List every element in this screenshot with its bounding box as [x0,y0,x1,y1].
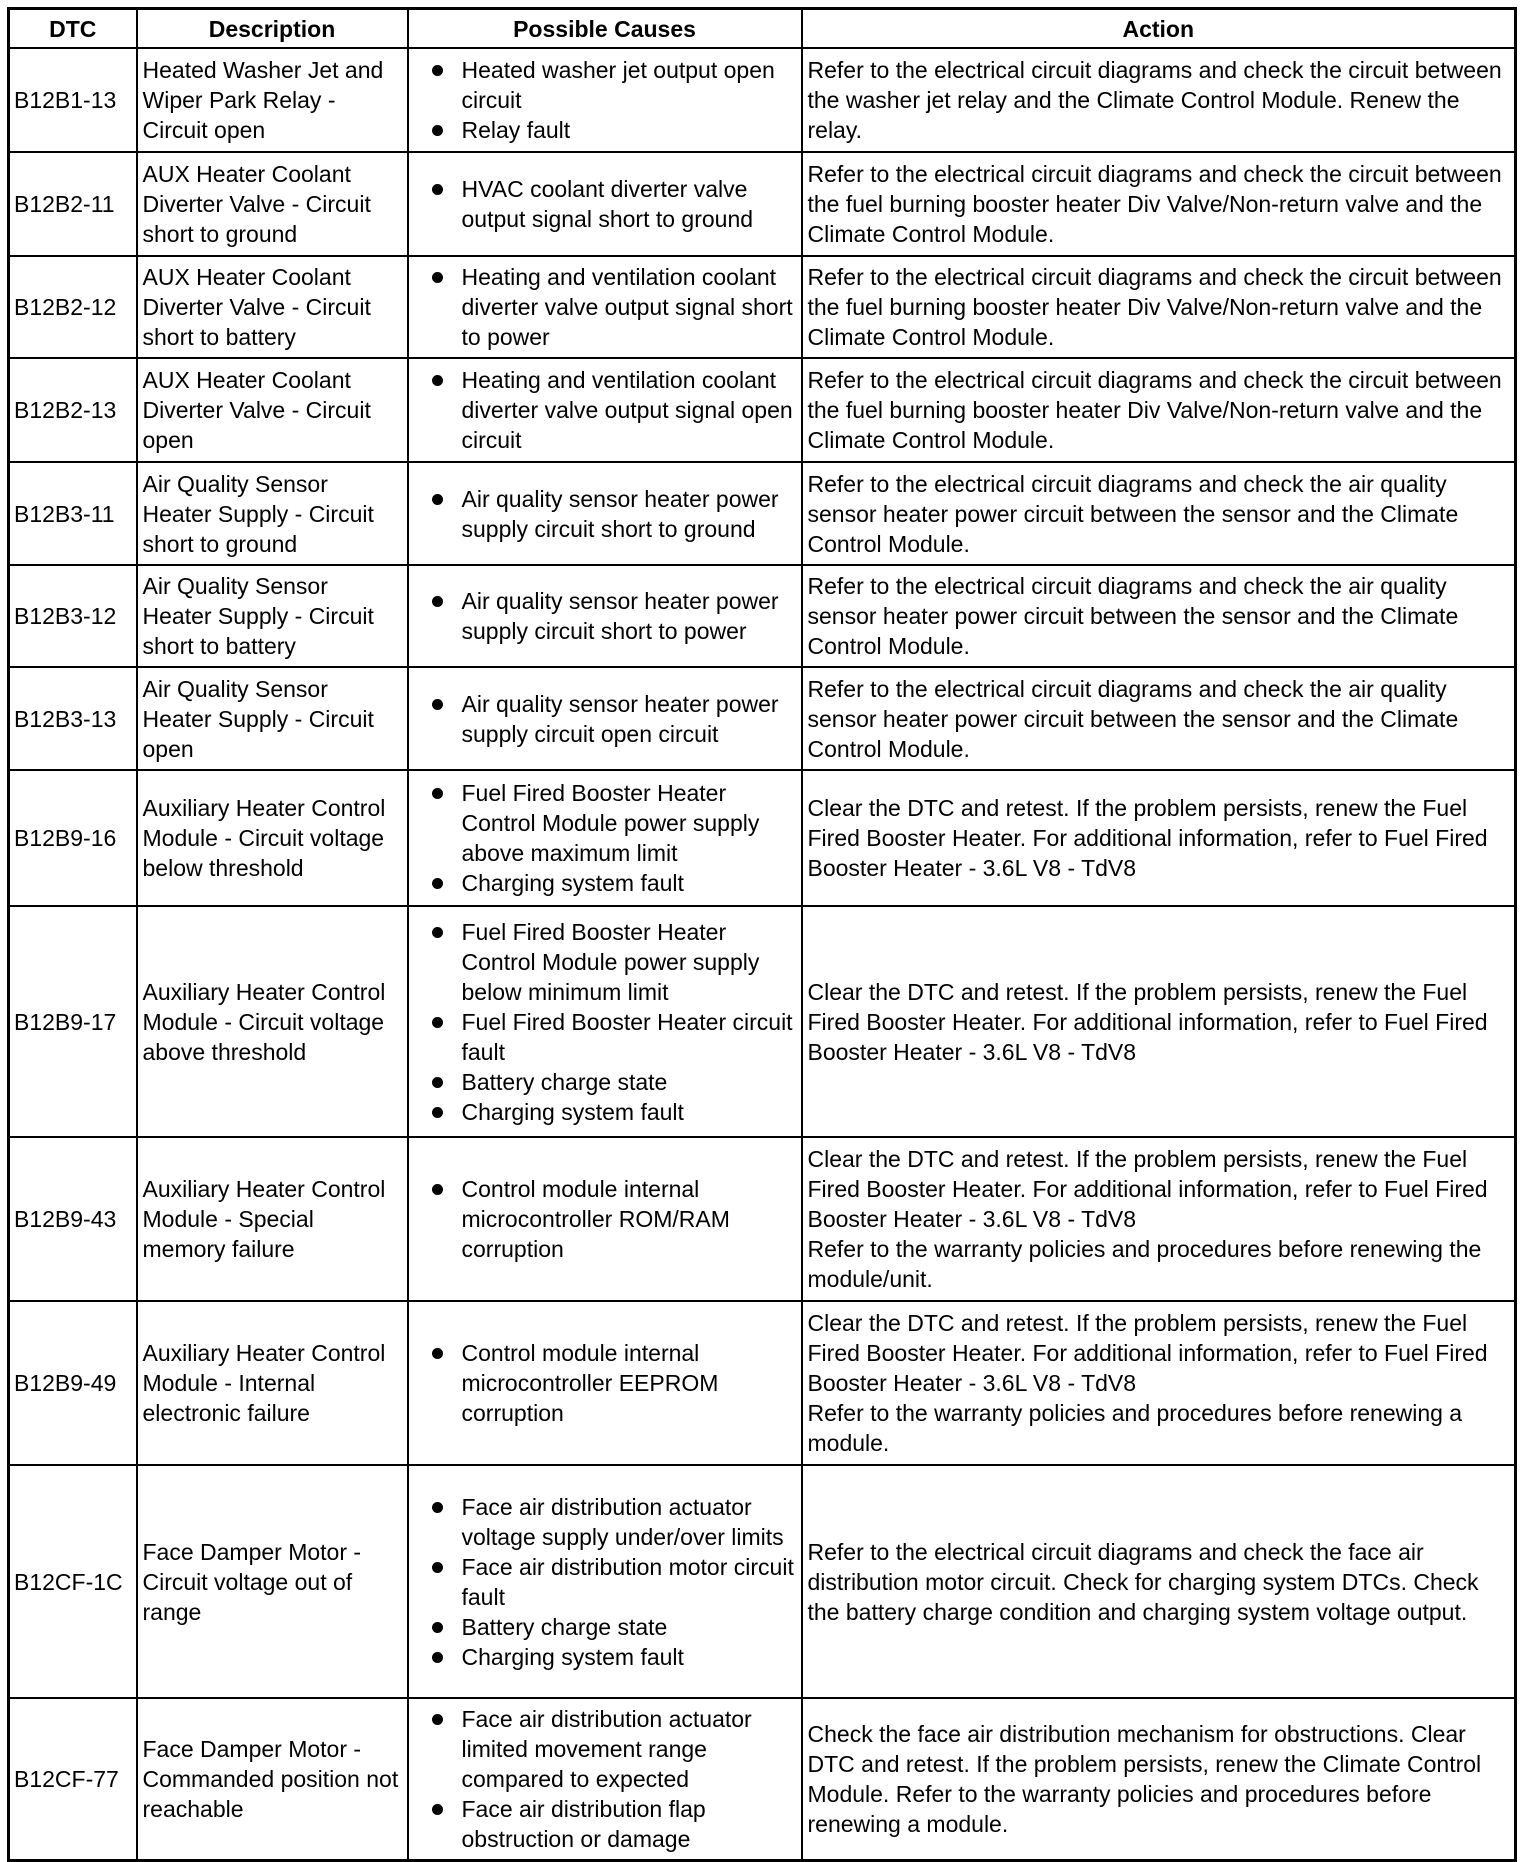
causes-list [414,1338,796,1428]
dtc-code: B12CF-1C [9,1465,137,1698]
cause-item: Heated washer jet output open circuit [462,55,796,115]
causes-list [414,917,796,1127]
dtc-code: B12B9-17 [9,906,137,1137]
header-dtc: DTC [9,9,137,49]
action-text: Refer to the warranty policies and procedures before renewing the module/unit. [807,1236,1482,1292]
description: Auxiliary Heater Control Module - Circuit voltage below threshold [137,770,408,906]
description: Face Damper Motor - Commanded position not reachable [137,1698,408,1860]
action-text: Refer to the electrical circuit diagrams and check the face air distribution motor circuit. Check for charging system DTCs. Check the battery charge condition and charging system voltage output. [807,1538,1479,1625]
action [802,1465,1516,1698]
dtc-code: B12B3-11 [9,462,137,565]
header-row [9,9,1516,49]
action-text: Refer to the electrical circuit diagrams and check the air quality sensor heater power circuit between the sensor and the Climate Control Module. [807,573,1459,659]
cause-item: Fuel Fired Booster Heater Control Module power supply below minimum limit [462,917,796,1007]
cause-item: Control module internal microcontroller EEPROM corruption [462,1338,796,1428]
table-row [9,1301,1516,1465]
action [802,1137,1516,1301]
action [802,48,1516,152]
possible-causes [408,667,802,770]
causes-list [414,1492,796,1672]
dtc-code: B12B2-12 [9,256,137,358]
table-row [9,1698,1516,1860]
table-row [9,48,1516,152]
possible-causes [408,48,802,152]
cause-item: Charging system fault [462,1642,796,1672]
description: AUX Heater Coolant Diverter Valve - Circuit open [137,358,408,462]
description: Air Quality Sensor Heater Supply - Circuit open [137,667,408,770]
description: Auxiliary Heater Control Module - Circuit voltage above threshold [137,906,408,1137]
causes-list [414,484,796,544]
description: Face Damper Motor - Circuit voltage out of range [137,1465,408,1698]
dtc-code: B12B2-11 [9,152,137,256]
action [802,906,1516,1137]
possible-causes [408,1465,802,1698]
causes-list [414,365,796,455]
action [802,152,1516,256]
header-possible-causes: Possible Causes [408,9,802,49]
table-row [9,770,1516,906]
table-row [9,1137,1516,1301]
cause-item: Control module internal microcontroller ROM/RAM corruption [462,1174,796,1264]
table-row [9,462,1516,565]
causes-list [414,55,796,145]
header-action: Action [802,9,1516,49]
cause-item: Air quality sensor heater power supply circuit open circuit [462,689,796,749]
description: Auxiliary Heater Control Module - Special memory failure [137,1137,408,1301]
action-text: Refer to the electrical circuit diagrams and check the air quality sensor heater power circuit between the sensor and the Climate Control Module. [807,675,1459,762]
action [802,667,1516,770]
table-row [9,152,1516,256]
table-row [9,906,1516,1137]
action [802,565,1516,667]
action [802,1301,1516,1465]
action [802,256,1516,358]
table-row [9,667,1516,770]
dtc-code: B12B9-16 [9,770,137,906]
description: Air Quality Sensor Heater Supply - Circuit short to ground [137,462,408,565]
dtc-code: B12B9-43 [9,1137,137,1301]
action-text: Check the face air distribution mechanism for obstructions. Clear DTC and retest. If the problem persists, renew the Climate Control Module. Refer to the warranty policies and procedures before renewing a module. [807,1720,1482,1837]
dtc-code: B12B9-49 [9,1301,137,1465]
description: Auxiliary Heater Control Module - Internal electronic failure [137,1301,408,1465]
action-text: Refer to the electrical circuit diagrams and check the circuit between the fuel burning booster heater Div Valve/Non-return valve and the Climate Control Module. [807,264,1502,350]
possible-causes [408,152,802,256]
dtc-code: B12B1-13 [9,48,137,152]
cause-item: Fuel Fired Booster Heater Control Module power supply above maximum limit [462,778,796,868]
cause-item: Face air distribution flap obstruction or damage [462,1794,796,1854]
action [802,462,1516,565]
cause-item: Battery charge state [462,1612,796,1642]
dtc-table [7,7,1517,1862]
possible-causes [408,1698,802,1860]
action-text: Clear the DTC and retest. If the problem persists, renew the Fuel Fired Booster Heater. For additional information, refer to Fuel Fired Booster Heater - 3.6L V8 - TdV8 [807,1146,1488,1232]
possible-causes [408,256,802,358]
description: Air Quality Sensor Heater Supply - Circuit short to battery [137,565,408,667]
cause-item: Face air distribution motor circuit fault [461,1553,794,1610]
action-text: Clear the DTC and retest. If the problem persists, renew the Fuel Fired Booster Heater. For additional information, refer to Fuel Fired Booster Heater - 3.6L V8 - TdV8 [807,1310,1488,1396]
action-text: Clear the DTC and retest. If the problem persists, renew the Fuel Fired Booster Heater. For additional information, refer to Fuel Fired Booster Heater - 3.6L V8 - TdV8 [807,978,1488,1065]
dtc-code: B12B3-12 [9,565,137,667]
cause-item: Face air distribution actuator limited movement range compared to expected [462,1704,796,1794]
causes-list [414,586,796,646]
cause-item: Charging system fault [462,868,796,898]
table-row [9,358,1516,462]
cause-item: Charging system fault [462,1097,796,1127]
action [802,358,1516,462]
possible-causes [408,1137,802,1301]
action-text: Refer to the electrical circuit diagrams and check the circuit between the washer jet relay and the Climate Control Module. Renew the relay. [807,57,1502,143]
cause-item: HVAC coolant diverter valve output signal short to ground [462,174,796,234]
header-description: Description [137,9,408,49]
causes-list [414,1174,796,1264]
causes-list [414,1704,796,1854]
cause-item: Heating and ventilation coolant diverter valve output signal short to power [462,262,796,352]
dtc-code: B12CF-77 [9,1698,137,1860]
causes-list [414,262,796,352]
causes-list [414,174,796,234]
table-row [9,1465,1516,1698]
action [802,1698,1516,1860]
action-text: Refer to the electrical circuit diagrams and check the circuit between the fuel burning booster heater Div Valve/Non-return valve and the Climate Control Module. [807,161,1502,247]
causes-list [414,689,796,749]
possible-causes [408,1301,802,1465]
action-text: Refer to the electrical circuit diagrams and check the circuit between the fuel burning booster heater Div Valve/Non-return valve and the Climate Control Module. [807,367,1502,453]
description: Heated Washer Jet and Wiper Park Relay - Circuit open [137,48,408,152]
cause-item: Fuel Fired Booster Heater circuit fault [462,1007,796,1067]
table-row [9,565,1516,667]
description: AUX Heater Coolant Diverter Valve - Circuit short to ground [137,152,408,256]
possible-causes [408,906,802,1137]
table-row [9,256,1516,358]
causes-list [414,778,796,898]
possible-causes [408,770,802,906]
cause-item: Air quality sensor heater power supply circuit short to ground [462,484,796,544]
dtc-code: B12B3-13 [9,667,137,770]
cause-item: Relay fault [462,115,796,145]
action-text: Clear the DTC and retest. If the problem persists, renew the Fuel Fired Booster Heater. For additional information, refer to Fuel Fired Booster Heater - 3.6L V8 - TdV8 [807,795,1488,881]
description: AUX Heater Coolant Diverter Valve - Circuit short to battery [137,256,408,358]
dtc-code: B12B2-13 [9,358,137,462]
possible-causes [408,358,802,462]
possible-causes [408,462,802,565]
action-text: Refer to the warranty policies and procedures before renewing a module. [807,1400,1463,1456]
action-text: Refer to the electrical circuit diagrams and check the air quality sensor heater power circuit between the sensor and the Climate Control Module. [807,470,1459,557]
cause-item: Battery charge state [462,1067,796,1097]
possible-causes [408,565,802,667]
cause-item: Heating and ventilation coolant diverter valve output signal open circuit [462,365,796,455]
cause-item: Face air distribution actuator voltage supply under/over limits [462,1492,796,1552]
action [802,770,1516,906]
cause-item: Air quality sensor heater power supply circuit short to power [462,586,796,646]
